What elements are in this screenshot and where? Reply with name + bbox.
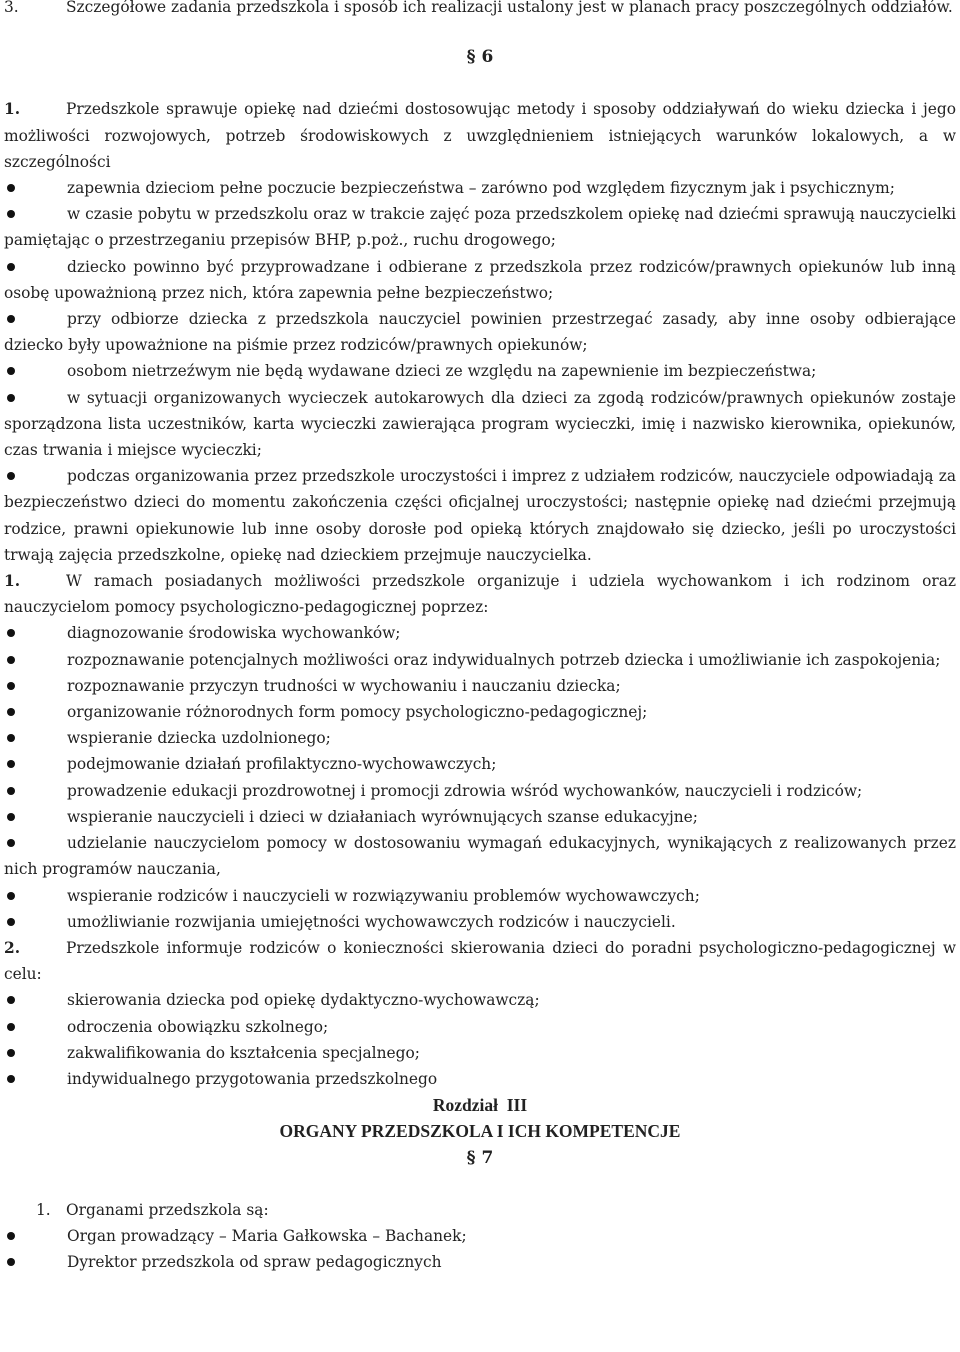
list-item-text: przy odbiorze dziecka z przedszkola nauczyciel powinien przestrzegać zasady, aby inne osoby odbierające dziecko były upoważnione na piśmie przez rodziców/prawnych opiekunów; [4,310,956,355]
bullet-icon [7,760,15,768]
list-item [4,385,956,464]
list-item [4,1014,956,1040]
list-item [4,699,956,725]
list-item-text: wspieranie dziecka uzdolnionego; [67,729,331,748]
list-item [4,830,956,882]
paragraph-text: Szczegółowe zadania przedszkola i sposób ich realizacji ustalony jest w planach pracy poszczególnych oddziałów. [66,0,953,16]
bullet-icon [7,708,15,716]
list-item-text: w sytuacji organizowanych wycieczek autokarowych dla dzieci za zgodą rodziców/prawnych opiekunów zostaje sporządzona lista uczestników, karta wycieczki zawierająca program wycieczki, imię i nazwisko kierownika, opiekunów, czas trwania i miejsce wycieczki; [4,388,956,460]
section-heading-6: § 6 [466,47,494,68]
bullet-icon [7,1023,15,1031]
bullet-icon [7,472,15,480]
list-item [4,201,956,253]
list-item-text: prowadzenie edukacji prozdrowotnej i promocji zdrowia wśród wychowanków, nauczycieli i rodziców; [67,781,863,800]
list-item [4,175,956,201]
bullet-icon [7,656,15,664]
list-item [4,647,956,673]
list-item [4,883,956,909]
list-item-text: wspieranie rodziców i nauczycieli w rozwiązywaniu problemów wychowawczych; [67,886,700,905]
bullet-icon [7,315,15,323]
list-item-text: podejmowanie działań profilaktyczno-wychowawczych; [67,755,497,774]
list-item [4,778,956,804]
paragraph-number: 1. [4,572,21,591]
list-item [4,1040,956,1066]
list-item-text: rozpoznawanie potencjalnych możliwości oraz indywidualnych potrzeb dziecka i umożliwianie ich zaspokojenia; [67,650,941,669]
bullet-icon [7,1258,15,1266]
bullet-icon [7,210,15,218]
list-item-text: zapewnia dzieciom pełne poczucie bezpieczeństwa – zarówno pod względem fizycznym jak i psychicznym; [67,179,895,198]
paragraph-number: 3. [4,0,19,16]
section-heading-7: § 7 [466,1147,494,1168]
list-item-text: odroczenia obowiązku szkolnego; [67,1017,329,1036]
bullet-icon [7,996,15,1004]
paragraph-text: Przedszkole informuje rodziców o konieczności skierowania dzieci do poradni psychologiczno-pedagogicznej w celu: [4,938,956,984]
paragraph-number: 1. [4,100,21,119]
list-item-text: Dyrektor przedszkola od spraw pedagogicznych [67,1253,442,1272]
referral-list [4,987,956,1092]
bullet-icon [7,367,15,375]
list-item-text: Organ prowadzący – Maria Gałkowska – Bachanek; [67,1226,467,1245]
paragraph-2 [4,935,956,987]
list-item-text: rozpoznawanie przyczyn trudności w wychowaniu i nauczaniu dziecka; [67,676,621,695]
bullet-icon [7,1049,15,1057]
list-item-text: dziecko powinno być przyprowadzane i odbierane z przedszkola przez rodziców/prawnych opiekunów lub inną osobę upoważnioną przez nich, która zapewnia pełne bezpieczeństwo; [4,257,956,302]
paragraph-text: Przedszkole sprawuje opiekę nad dziećmi dostosowując metody i sposoby oddziaływań do wieku dziecka i jego możliwości rozwojowych, potrzeb środowiskowych z uwzględnieniem istniejących warunków lokalowych, a w szczególności [4,100,956,171]
list-item [4,1066,956,1092]
organs-list [4,1223,956,1275]
bullet-icon [7,629,15,637]
bullet-icon [7,1232,15,1240]
list-item-text: umożliwianie rozwijania umiejętności wychowawczych rodziców i nauczycieli. [67,912,676,931]
paragraph-text: W ramach posiadanych możliwości przedszkole organizuje i udziela wychowankom i ich rodzinom oraz nauczycielom pomocy psychologiczno-pedagogicznej poprzez: [4,572,956,617]
paragraph-6-1 [4,96,956,175]
bullet-icon [7,1075,15,1083]
list-item-text: podczas organizowania przez przedszkole uroczystości i imprez z udziałem rodziców, nauczyciele odpowiadają za bezpieczeństwo dzieci do momentu zakończenia części oficjalnej uroczystości; następnie opiekę nad dziećmi przejmują rodzice, prawni opiekunowie lub inne osoby dorosłe pod opieką których znajdowało się dziecko, jeśli po uroczystości trwają zajęcia przedszkolne, opiekę nad dzieckiem przejmuje nauczycielka. [4,467,956,564]
list-item-text: w czasie pobytu w przedszkolu oraz w trakcie zajęć poza przedszkolem opiekę nad dziećmi sprawują nauczycielki pamiętając o przestrzeganiu przepisów BHP, p.poż., ruchu drogowego; [4,205,956,250]
bullet-icon [7,394,15,402]
list-item [4,358,956,384]
bullet-icon [7,918,15,926]
paragraph-number: 2. [4,938,21,957]
list-item [4,463,956,568]
list-item-text: udzielanie nauczycielom pomocy w dostosowaniu wymagań edukacyjnych, wynikających z realizowanych przez nich programów nauczania, [4,834,956,879]
bullet-icon [7,787,15,795]
bullet-icon [7,839,15,847]
care-list [4,175,956,568]
list-item-text: organizowanie różnorodnych form pomocy psychologiczno-pedagogicznej; [67,703,648,722]
bullet-icon [7,813,15,821]
bullet-icon [7,263,15,271]
list-item-text: diagnozowanie środowiska wychowanków; [67,624,401,643]
bullet-icon [7,184,15,192]
list-item [4,987,956,1013]
list-item-text: zakwalifikowania do kształcenia specjalnego; [67,1043,420,1062]
list-item [4,909,956,935]
paragraph-help [4,568,956,620]
list-item-text: indywidualnego przygotowania przedszkolnego [67,1069,438,1088]
list-item [4,1223,956,1249]
list-item-text: osobom nietrzeźwym nie będą wydawane dzieci ze względu na zapewnienie im bezpieczeństwa; [67,362,817,381]
bullet-icon [7,892,15,900]
list-item [4,725,956,751]
list-item [4,804,956,830]
list-item [4,306,956,358]
list-item-text: wspieranie nauczycieli i dzieci w działaniach wyrównujących szanse edukacyjne; [67,807,698,826]
bullet-icon [7,682,15,690]
list-item [4,1249,956,1275]
list-item [4,620,956,646]
paragraph-text: Organami przedszkola są: [66,1200,269,1219]
paragraph-3 [4,0,956,20]
list-item-text: skierowania dziecka pod opiekę dydaktyczno-wychowawczą; [67,991,540,1010]
list-item [4,673,956,699]
chapter-heading: Rozdział III [432,1095,528,1116]
bullet-icon [7,734,15,742]
chapter-title: ORGANY PRZEDSZKOLA I ICH KOMPETENCJE [279,1121,681,1142]
help-list [4,620,956,934]
list-item [4,254,956,306]
paragraph-number: 1. [36,1200,51,1219]
paragraph-7-1 [4,1197,956,1223]
list-item [4,751,956,777]
